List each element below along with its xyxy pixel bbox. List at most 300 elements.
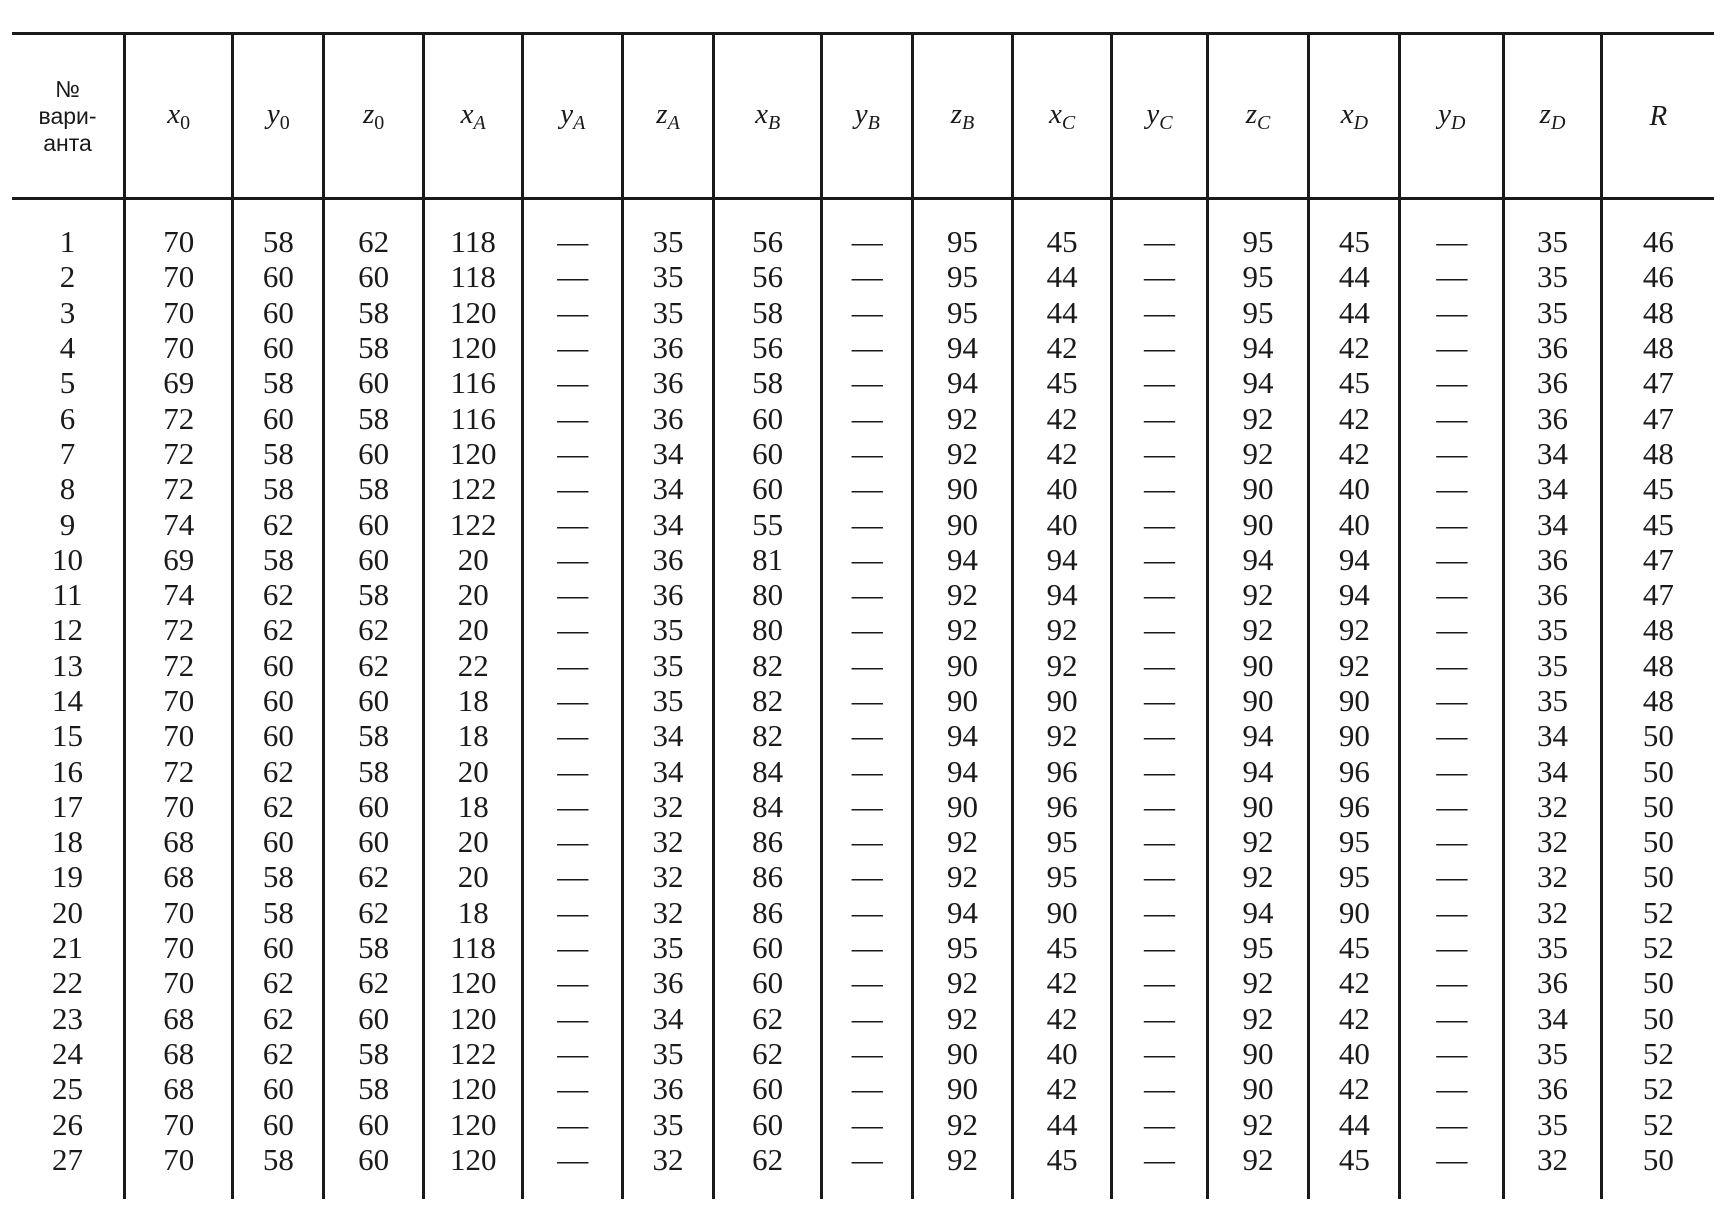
variant-number-cell: 7	[59, 435, 76, 471]
table-cell: —	[1112, 259, 1207, 294]
table-cell: 90	[913, 506, 1013, 541]
table-cell: 92	[1207, 1142, 1309, 1199]
table-cell: —	[1112, 753, 1207, 788]
header-base: y	[854, 97, 868, 130]
table-cell: 40	[1012, 471, 1112, 506]
table-cell: 60	[714, 1071, 822, 1106]
table-cell: 96	[1012, 753, 1112, 788]
table-cell: 20	[423, 753, 523, 788]
table-cell: 95	[1207, 295, 1309, 330]
table-cell: 60	[714, 400, 822, 435]
table-row	[12, 1142, 1714, 1199]
table-cell: 95	[1207, 259, 1309, 294]
table-cell: 96	[1012, 789, 1112, 824]
table-cell: 95	[1207, 199, 1309, 260]
header-subscript: C	[1257, 111, 1271, 134]
header-col-y0	[233, 34, 324, 199]
table-cell: 94	[1207, 718, 1309, 753]
table-cell: —	[822, 1001, 913, 1036]
table-cell: —	[523, 683, 623, 718]
table-cell: 60	[714, 1106, 822, 1141]
table-cell: 60	[324, 1001, 424, 1036]
table-cell: —	[1400, 506, 1504, 541]
table-cell: 48	[1601, 683, 1714, 718]
table-cell: 70	[125, 1142, 233, 1199]
table-cell: 35	[1504, 1036, 1601, 1071]
table-row	[12, 1001, 1714, 1036]
table-cell: —	[1400, 965, 1504, 1000]
table-row	[12, 718, 1714, 753]
table-cell: 36	[623, 542, 714, 577]
table-cell: 36	[623, 577, 714, 612]
table-cell: —	[822, 471, 913, 506]
variant-number-cell: 8	[59, 471, 76, 507]
table-cell: —	[1112, 1071, 1207, 1106]
table-cell: —	[523, 1036, 623, 1071]
table-cell: 47	[1601, 365, 1714, 400]
table-cell: —	[1112, 895, 1207, 930]
table-cell: —	[523, 1142, 623, 1199]
table-cell: 22	[423, 648, 523, 683]
table-cell: —	[822, 1142, 913, 1199]
header-subscript: A	[573, 111, 586, 134]
header-col-x0	[125, 34, 233, 199]
table-cell: —	[822, 895, 913, 930]
table-body	[12, 199, 1714, 1200]
table-cell: 120	[423, 436, 523, 471]
table-cell: 44	[1012, 295, 1112, 330]
table-cell: 20	[423, 542, 523, 577]
header-base: z	[362, 97, 375, 130]
header-col-yb	[822, 34, 913, 199]
table-cell: —	[1112, 295, 1207, 330]
table-cell: 44	[1309, 295, 1400, 330]
table-cell: 62	[233, 753, 324, 788]
table-cell: —	[822, 753, 913, 788]
table-cell: 42	[1012, 1071, 1112, 1106]
table-cell: 86	[714, 895, 822, 930]
table-cell: —	[1400, 436, 1504, 471]
table-cell: 44	[1012, 1106, 1112, 1141]
table-cell: —	[822, 859, 913, 894]
table-cell: 60	[714, 471, 822, 506]
header-col-z0	[324, 34, 424, 199]
table-cell: —	[1112, 471, 1207, 506]
table-cell: 95	[1012, 859, 1112, 894]
table-cell: 62	[324, 199, 424, 260]
table-cell: —	[822, 1071, 913, 1106]
table-row	[12, 259, 1714, 294]
table-cell: 47	[1601, 577, 1714, 612]
header-col-r	[1601, 34, 1714, 199]
table-cell: 120	[423, 1071, 523, 1106]
table-cell: —	[1112, 1106, 1207, 1141]
variant-number-cell: 25	[52, 1071, 84, 1107]
table-cell: 62	[714, 1036, 822, 1071]
header-subscript: D	[1353, 111, 1369, 134]
table-cell: 60	[324, 789, 424, 824]
table-cell: 60	[233, 400, 324, 435]
table-cell: 50	[1601, 1001, 1714, 1036]
table-cell: 68	[125, 1036, 233, 1071]
table-cell: 60	[324, 259, 424, 294]
table-cell: 69	[125, 542, 233, 577]
table-cell: 62	[714, 1142, 822, 1199]
table-cell: 118	[423, 199, 523, 260]
table-cell: 34	[1504, 753, 1601, 788]
table-cell: —	[1400, 542, 1504, 577]
table-cell: —	[1112, 400, 1207, 435]
table-cell: —	[1112, 683, 1207, 718]
table-cell: 58	[324, 718, 424, 753]
variant-number-cell: 11	[52, 577, 83, 613]
table-cell: 32	[623, 895, 714, 930]
table-cell: 40	[1309, 1036, 1400, 1071]
table-cell: 58	[233, 199, 324, 260]
table-cell: 32	[1504, 895, 1601, 930]
table-cell: 90	[1309, 683, 1400, 718]
variant-number-cell: 4	[59, 330, 76, 366]
table-cell: —	[523, 1001, 623, 1036]
table-cell: 58	[324, 330, 424, 365]
table-cell: —	[1400, 259, 1504, 294]
table-row	[12, 1036, 1714, 1071]
table-cell: 90	[913, 471, 1013, 506]
table-cell: 60	[324, 824, 424, 859]
table-cell: —	[1112, 930, 1207, 965]
table-cell: 58	[233, 859, 324, 894]
table-cell: 62	[233, 577, 324, 612]
table-cell: 32	[1504, 789, 1601, 824]
table-cell: 92	[1309, 612, 1400, 647]
table-cell: 60	[233, 648, 324, 683]
table-cell: 36	[1504, 965, 1601, 1000]
header-subscript: B	[767, 111, 781, 134]
table-cell: 58	[233, 471, 324, 506]
table-cell: 62	[324, 648, 424, 683]
table-cell: 60	[714, 965, 822, 1000]
table-cell: 32	[623, 1142, 714, 1199]
table-cell: 36	[623, 330, 714, 365]
table-cell: 86	[714, 859, 822, 894]
table-cell: 68	[125, 1071, 233, 1106]
table-cell: 92	[1012, 648, 1112, 683]
table-cell: 45	[1012, 199, 1112, 260]
table-cell: —	[523, 542, 623, 577]
table-cell: 94	[913, 365, 1013, 400]
table-cell: 56	[714, 330, 822, 365]
table-cell: 118	[423, 930, 523, 965]
table-cell: 90	[913, 1071, 1013, 1106]
table-cell: 44	[1012, 259, 1112, 294]
table-cell: 92	[913, 859, 1013, 894]
table-row	[12, 1106, 1714, 1141]
table-cell: —	[1112, 436, 1207, 471]
table-cell: —	[822, 789, 913, 824]
table-cell: 50	[1601, 824, 1714, 859]
table-cell: 62	[233, 789, 324, 824]
table-cell: 94	[1207, 753, 1309, 788]
table-cell: 35	[1504, 930, 1601, 965]
table-cell: 120	[423, 295, 523, 330]
variant-number-cell: 27	[52, 1141, 84, 1177]
table-cell: —	[1400, 648, 1504, 683]
table-cell: —	[523, 965, 623, 1000]
table-cell: —	[1400, 612, 1504, 647]
table-cell: 36	[1504, 1071, 1601, 1106]
table-cell: 95	[1309, 824, 1400, 859]
table-cell: —	[1400, 1001, 1504, 1036]
table-cell: 60	[324, 436, 424, 471]
table-row	[12, 542, 1714, 577]
table-cell: 42	[1309, 1001, 1400, 1036]
table-cell: 58	[324, 753, 424, 788]
table-cell: 35	[623, 1036, 714, 1071]
table-cell: 72	[125, 471, 233, 506]
table-cell: 32	[623, 824, 714, 859]
table-cell: 36	[623, 965, 714, 1000]
table-cell: —	[1400, 471, 1504, 506]
table-cell: 90	[1207, 1036, 1309, 1071]
table-cell: 32	[1504, 859, 1601, 894]
table-cell: 90	[1012, 683, 1112, 718]
table-cell: 36	[1504, 400, 1601, 435]
table-cell: 92	[1309, 648, 1400, 683]
table-cell: 42	[1012, 330, 1112, 365]
header-base: x	[755, 97, 768, 130]
table-cell: 18	[423, 895, 523, 930]
table-cell: 35	[623, 612, 714, 647]
table-cell: —	[1400, 330, 1504, 365]
table-cell: 82	[714, 718, 822, 753]
table-cell: 70	[125, 930, 233, 965]
table-cell: 35	[1504, 295, 1601, 330]
table-cell: 90	[1207, 506, 1309, 541]
table-cell: 90	[913, 1036, 1013, 1071]
table-cell: 55	[714, 506, 822, 541]
table-cell: 60	[233, 1106, 324, 1141]
table-cell: 92	[913, 1106, 1013, 1141]
table-cell: 36	[623, 400, 714, 435]
table-cell: 35	[1504, 612, 1601, 647]
table-cell: —	[1400, 718, 1504, 753]
table-cell: 52	[1601, 1036, 1714, 1071]
table-cell: —	[822, 718, 913, 753]
table-cell: 36	[1504, 577, 1601, 612]
table-cell: 70	[125, 789, 233, 824]
table-cell: 90	[913, 648, 1013, 683]
table-cell: 120	[423, 1001, 523, 1036]
table-cell: 68	[125, 1001, 233, 1036]
table-cell: 58	[324, 930, 424, 965]
table-cell: 58	[233, 895, 324, 930]
table-cell: 94	[1309, 542, 1400, 577]
table-cell: —	[822, 683, 913, 718]
table-cell: 58	[324, 471, 424, 506]
table-cell: 34	[1504, 436, 1601, 471]
table-cell: 42	[1309, 400, 1400, 435]
table-cell: 34	[1504, 1001, 1601, 1036]
table-cell: 90	[913, 789, 1013, 824]
table-cell: 46	[1601, 199, 1714, 260]
table-cell: —	[1112, 612, 1207, 647]
table-cell: 72	[125, 648, 233, 683]
header-col-yd	[1400, 34, 1504, 199]
table-cell: 58	[233, 365, 324, 400]
table-cell: 18	[423, 683, 523, 718]
table-cell: 48	[1601, 648, 1714, 683]
table-cell: —	[822, 400, 913, 435]
table-cell: 92	[1207, 1001, 1309, 1036]
table-cell: 92	[1207, 577, 1309, 612]
table-cell: 94	[1012, 542, 1112, 577]
table-cell: 45	[1601, 506, 1714, 541]
table-cell: 94	[1309, 577, 1400, 612]
table-cell: 58	[324, 1036, 424, 1071]
table-cell: 36	[1504, 365, 1601, 400]
table-cell: 60	[324, 542, 424, 577]
table-cell: 47	[1601, 400, 1714, 435]
header-subscript: C	[1061, 111, 1076, 134]
table-cell: 34	[623, 718, 714, 753]
table-cell: 36	[623, 365, 714, 400]
header-subscript: D	[1451, 111, 1466, 134]
table-cell: —	[1112, 365, 1207, 400]
table-row	[12, 612, 1714, 647]
table-cell: —	[1112, 1142, 1207, 1199]
table-row	[12, 895, 1714, 930]
table-cell: —	[1112, 330, 1207, 365]
table-cell: 40	[1012, 1036, 1112, 1071]
table-header-row	[12, 34, 1714, 199]
table-cell: 84	[714, 789, 822, 824]
table-cell: 42	[1012, 1001, 1112, 1036]
table-cell: 90	[913, 683, 1013, 718]
table-cell: 60	[324, 1142, 424, 1199]
table-cell: —	[1112, 789, 1207, 824]
table-cell: 62	[233, 1036, 324, 1071]
table-cell: 68	[125, 824, 233, 859]
table-cell: —	[1400, 895, 1504, 930]
table-cell: 50	[1601, 859, 1714, 894]
table-cell: 60	[324, 1106, 424, 1141]
table-cell: —	[822, 436, 913, 471]
table-cell: 74	[125, 506, 233, 541]
table-cell: 95	[1012, 824, 1112, 859]
table-cell: 94	[1012, 577, 1112, 612]
table-row	[12, 789, 1714, 824]
table-cell: 90	[1207, 789, 1309, 824]
table-row	[12, 295, 1714, 330]
table-row	[12, 577, 1714, 612]
table-cell: 48	[1601, 330, 1714, 365]
table-cell: 58	[233, 542, 324, 577]
table-cell: —	[822, 365, 913, 400]
table-cell: 35	[623, 295, 714, 330]
table-cell: —	[523, 365, 623, 400]
table-cell: 20	[423, 577, 523, 612]
table-row	[12, 199, 1714, 260]
variants-table	[12, 32, 1714, 1199]
table-cell: —	[523, 824, 623, 859]
table-cell: —	[822, 577, 913, 612]
table-cell: 62	[233, 506, 324, 541]
table-cell: —	[523, 753, 623, 788]
table-cell: 72	[125, 400, 233, 435]
table-cell: 58	[324, 400, 424, 435]
variant-number-cell: 24	[52, 1035, 84, 1071]
table-cell: 40	[1309, 506, 1400, 541]
table-cell: 94	[913, 330, 1013, 365]
table-cell: 35	[623, 1106, 714, 1141]
variant-number-cell: 23	[52, 1000, 84, 1036]
table-cell: —	[523, 199, 623, 260]
table-cell: 95	[913, 199, 1013, 260]
table-cell: —	[1112, 648, 1207, 683]
table-cell: 94	[913, 753, 1013, 788]
table-cell: —	[523, 400, 623, 435]
table-cell: —	[1400, 930, 1504, 965]
table-cell: 94	[1207, 330, 1309, 365]
table-cell: 42	[1309, 1071, 1400, 1106]
table-cell: 48	[1601, 612, 1714, 647]
table-cell: 45	[1012, 930, 1112, 965]
table-cell: 56	[714, 199, 822, 260]
table-cell: 34	[1504, 506, 1601, 541]
table-cell: 50	[1601, 718, 1714, 753]
table-cell: 60	[324, 365, 424, 400]
variant-number-cell: 5	[59, 365, 76, 401]
table-cell: 60	[233, 259, 324, 294]
variant-number-cell: 13	[52, 647, 84, 683]
table-cell: 58	[324, 577, 424, 612]
table-cell: 50	[1601, 789, 1714, 824]
table-cell: 58	[714, 365, 822, 400]
table-cell: 42	[1012, 965, 1112, 1000]
table-cell: —	[1112, 859, 1207, 894]
table-cell: 120	[423, 330, 523, 365]
table-cell: 40	[1309, 471, 1400, 506]
variant-number-cell: 12	[52, 612, 84, 648]
table-cell: —	[1400, 824, 1504, 859]
table-cell: 48	[1601, 295, 1714, 330]
table-cell: —	[523, 859, 623, 894]
table-cell: 62	[324, 859, 424, 894]
table-cell: 60	[233, 330, 324, 365]
header-base: y	[1438, 97, 1452, 130]
table-cell: 35	[623, 930, 714, 965]
table-cell: —	[1400, 753, 1504, 788]
table-cell: 32	[623, 789, 714, 824]
table-cell: 70	[125, 330, 233, 365]
table-cell: 34	[623, 506, 714, 541]
table-row	[12, 753, 1714, 788]
header-col-yc	[1112, 34, 1207, 199]
table-cell: —	[523, 259, 623, 294]
table-cell: —	[1400, 199, 1504, 260]
table-cell: 92	[1207, 612, 1309, 647]
header-subscript: A	[667, 111, 680, 134]
table-cell: 62	[324, 612, 424, 647]
table-row	[12, 859, 1714, 894]
table-cell: 95	[1309, 859, 1400, 894]
table-cell: 32	[623, 859, 714, 894]
table-cell: 70	[125, 199, 233, 260]
table-cell: 35	[623, 199, 714, 260]
table-cell: 18	[423, 718, 523, 753]
variant-number-cell: 1	[59, 224, 76, 260]
table-row	[12, 400, 1714, 435]
